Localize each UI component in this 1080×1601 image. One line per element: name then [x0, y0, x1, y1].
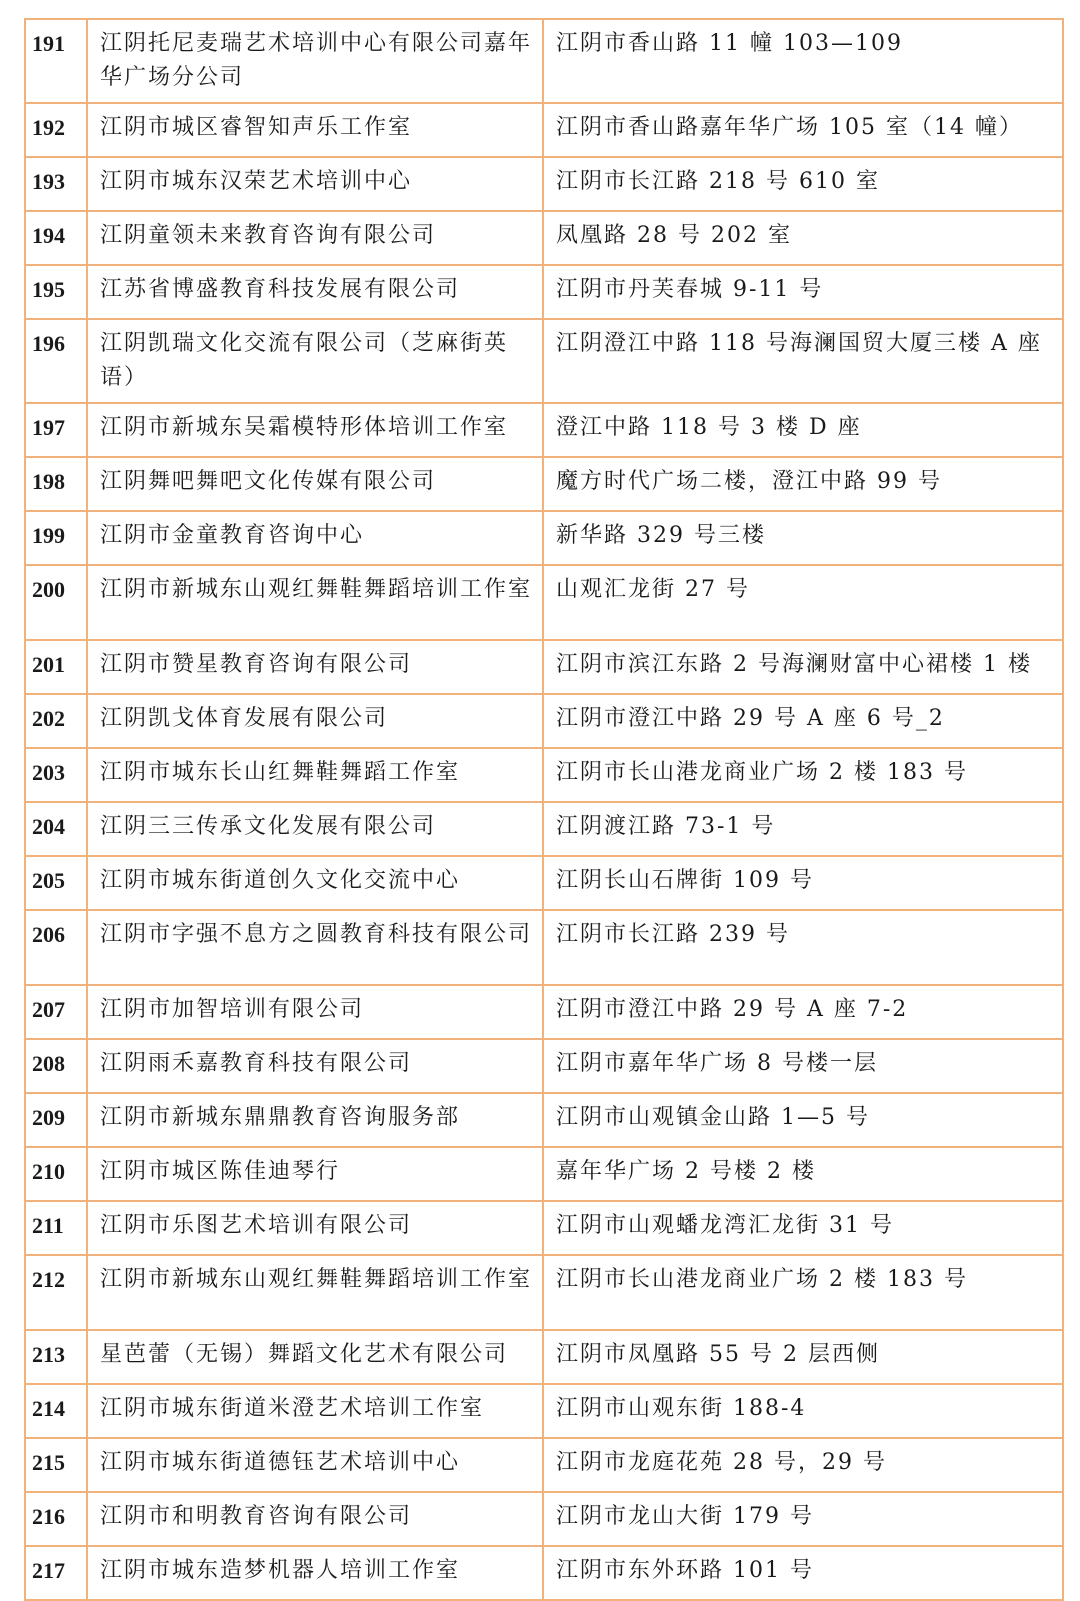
table-row: [25, 457, 1063, 511]
organization-name: 江阴凯瑞文化交流有限公司（芝麻街英语）: [87, 319, 543, 403]
organization-name: 江阴市赞星教育咨询有限公司: [87, 640, 543, 694]
organization-address: 澄江中路 118 号 3 楼 D 座: [543, 403, 1063, 457]
organization-address: 江阴市凤凰路 55 号 2 层西侧: [543, 1330, 1063, 1384]
row-number: 192: [25, 103, 87, 157]
table-row: [25, 565, 1063, 640]
table-row: [25, 856, 1063, 910]
table-row: [25, 1330, 1063, 1384]
organization-name: 江阴市城区睿智知声乐工作室: [87, 103, 543, 157]
table-row: [25, 319, 1063, 403]
table-row: [25, 103, 1063, 157]
organization-name: 江阴三三传承文化发展有限公司: [87, 802, 543, 856]
row-number: 205: [25, 856, 87, 910]
row-number: 210: [25, 1147, 87, 1201]
organization-name: 江阴市城东造梦机器人培训工作室: [87, 1546, 543, 1600]
registry-table-body: [25, 19, 1063, 1600]
organization-name: 江阴市新城东山观红舞鞋舞蹈培训工作室: [87, 565, 543, 640]
organization-address: 江阴市长江路 218 号 610 室: [543, 157, 1063, 211]
organization-address: 魔方时代广场二楼，澄江中路 99 号: [543, 457, 1063, 511]
organization-name: 江苏省博盛教育科技发展有限公司: [87, 265, 543, 319]
table-row: [25, 265, 1063, 319]
table-row: [25, 1039, 1063, 1093]
table-row: [25, 211, 1063, 265]
organization-name: 江阴市字强不息方之圆教育科技有限公司: [87, 910, 543, 985]
row-number: 200: [25, 565, 87, 640]
row-number: 207: [25, 985, 87, 1039]
organization-address: 凤凰路 28 号 202 室: [543, 211, 1063, 265]
table-row: [25, 1384, 1063, 1438]
organization-address: 江阴市澄江中路 29 号 A 座 6 号_2: [543, 694, 1063, 748]
organization-name: 江阴市和明教育咨询有限公司: [87, 1492, 543, 1546]
organization-name: 江阴市金童教育咨询中心: [87, 511, 543, 565]
row-number: 204: [25, 802, 87, 856]
table-row: [25, 1438, 1063, 1492]
table-row: [25, 694, 1063, 748]
table-row: [25, 985, 1063, 1039]
row-number: 201: [25, 640, 87, 694]
row-number: 215: [25, 1438, 87, 1492]
organization-address: 江阴澄江中路 118 号海澜国贸大厦三楼 A 座: [543, 319, 1063, 403]
table-row: [25, 1201, 1063, 1255]
organization-address: 新华路 329 号三楼: [543, 511, 1063, 565]
organization-address: 江阴市长山港龙商业广场 2 楼 183 号: [543, 1255, 1063, 1330]
row-number: 199: [25, 511, 87, 565]
row-number: 212: [25, 1255, 87, 1330]
organization-address: 江阴市澄江中路 29 号 A 座 7-2: [543, 985, 1063, 1039]
organization-address: 江阴市山观镇金山路 1—5 号: [543, 1093, 1063, 1147]
organization-address: 江阴长山石牌街 109 号: [543, 856, 1063, 910]
table-row: [25, 19, 1063, 103]
row-number: 211: [25, 1201, 87, 1255]
organization-name: 江阴雨禾嘉教育科技有限公司: [87, 1039, 543, 1093]
row-number: 195: [25, 265, 87, 319]
organization-name: 星芭蕾（无锡）舞蹈文化艺术有限公司: [87, 1330, 543, 1384]
organization-address: 山观汇龙街 27 号: [543, 565, 1063, 640]
row-number: 206: [25, 910, 87, 985]
row-number: 214: [25, 1384, 87, 1438]
row-number: 193: [25, 157, 87, 211]
table-row: [25, 1492, 1063, 1546]
row-number: 196: [25, 319, 87, 403]
table-row: [25, 1255, 1063, 1330]
organization-address: 江阴市龙庭花苑 28 号，29 号: [543, 1438, 1063, 1492]
row-number: 198: [25, 457, 87, 511]
table-row: [25, 157, 1063, 211]
row-number: 213: [25, 1330, 87, 1384]
organization-address: 江阴市长山港龙商业广场 2 楼 183 号: [543, 748, 1063, 802]
row-number: 208: [25, 1039, 87, 1093]
organization-name: 江阴凯戈体育发展有限公司: [87, 694, 543, 748]
organization-address: 江阴渡江路 73-1 号: [543, 802, 1063, 856]
organization-address: 江阴市滨江东路 2 号海澜财富中心裙楼 1 楼: [543, 640, 1063, 694]
row-number: 197: [25, 403, 87, 457]
organization-name: 江阴市城区陈佳迪琴行: [87, 1147, 543, 1201]
table-row: [25, 910, 1063, 985]
row-number: 194: [25, 211, 87, 265]
organization-name: 江阴童领未来教育咨询有限公司: [87, 211, 543, 265]
organization-name: 江阴市新城东鼎鼎教育咨询服务部: [87, 1093, 543, 1147]
row-number: 203: [25, 748, 87, 802]
table-row: [25, 1546, 1063, 1600]
table-row: [25, 640, 1063, 694]
row-number: 209: [25, 1093, 87, 1147]
table-row: [25, 1147, 1063, 1201]
organization-name: 江阴市城东汉荣艺术培训中心: [87, 157, 543, 211]
organization-address: 江阴市香山路嘉年华广场 105 室（14 幢）: [543, 103, 1063, 157]
organization-name: 江阴舞吧舞吧文化传媒有限公司: [87, 457, 543, 511]
organization-name: 江阴市加智培训有限公司: [87, 985, 543, 1039]
organization-address: 江阴市东外环路 101 号: [543, 1546, 1063, 1600]
organization-address: 江阴市长江路 239 号: [543, 910, 1063, 985]
table-row: [25, 1093, 1063, 1147]
organization-address: 嘉年华广场 2 号楼 2 楼: [543, 1147, 1063, 1201]
organization-address: 江阴市龙山大街 179 号: [543, 1492, 1063, 1546]
organization-name: 江阴市城东长山红舞鞋舞蹈工作室: [87, 748, 543, 802]
organization-address: 江阴市嘉年华广场 8 号楼一层: [543, 1039, 1063, 1093]
organization-address: 江阴市山观蟠龙湾汇龙街 31 号: [543, 1201, 1063, 1255]
table-row: [25, 511, 1063, 565]
organization-address: 江阴市香山路 11 幢 103—109: [543, 19, 1063, 103]
organization-name: 江阴市乐图艺术培训有限公司: [87, 1201, 543, 1255]
table-row: [25, 802, 1063, 856]
organization-name: 江阴市城东街道创久文化交流中心: [87, 856, 543, 910]
registry-table: [24, 18, 1064, 1601]
table-row: [25, 403, 1063, 457]
organization-name: 江阴市城东街道德钰艺术培训中心: [87, 1438, 543, 1492]
row-number: 202: [25, 694, 87, 748]
row-number: 191: [25, 19, 87, 103]
organization-name: 江阴市新城东吴霜模特形体培训工作室: [87, 403, 543, 457]
organization-name: 江阴市新城东山观红舞鞋舞蹈培训工作室: [87, 1255, 543, 1330]
organization-name: 江阴托尼麦瑞艺术培训中心有限公司嘉年华广场分公司: [87, 19, 543, 103]
row-number: 216: [25, 1492, 87, 1546]
organization-name: 江阴市城东街道米澄艺术培训工作室: [87, 1384, 543, 1438]
table-row: [25, 748, 1063, 802]
row-number: 217: [25, 1546, 87, 1600]
organization-address: 江阴市丹芙春城 9-11 号: [543, 265, 1063, 319]
organization-address: 江阴市山观东街 188-4: [543, 1384, 1063, 1438]
